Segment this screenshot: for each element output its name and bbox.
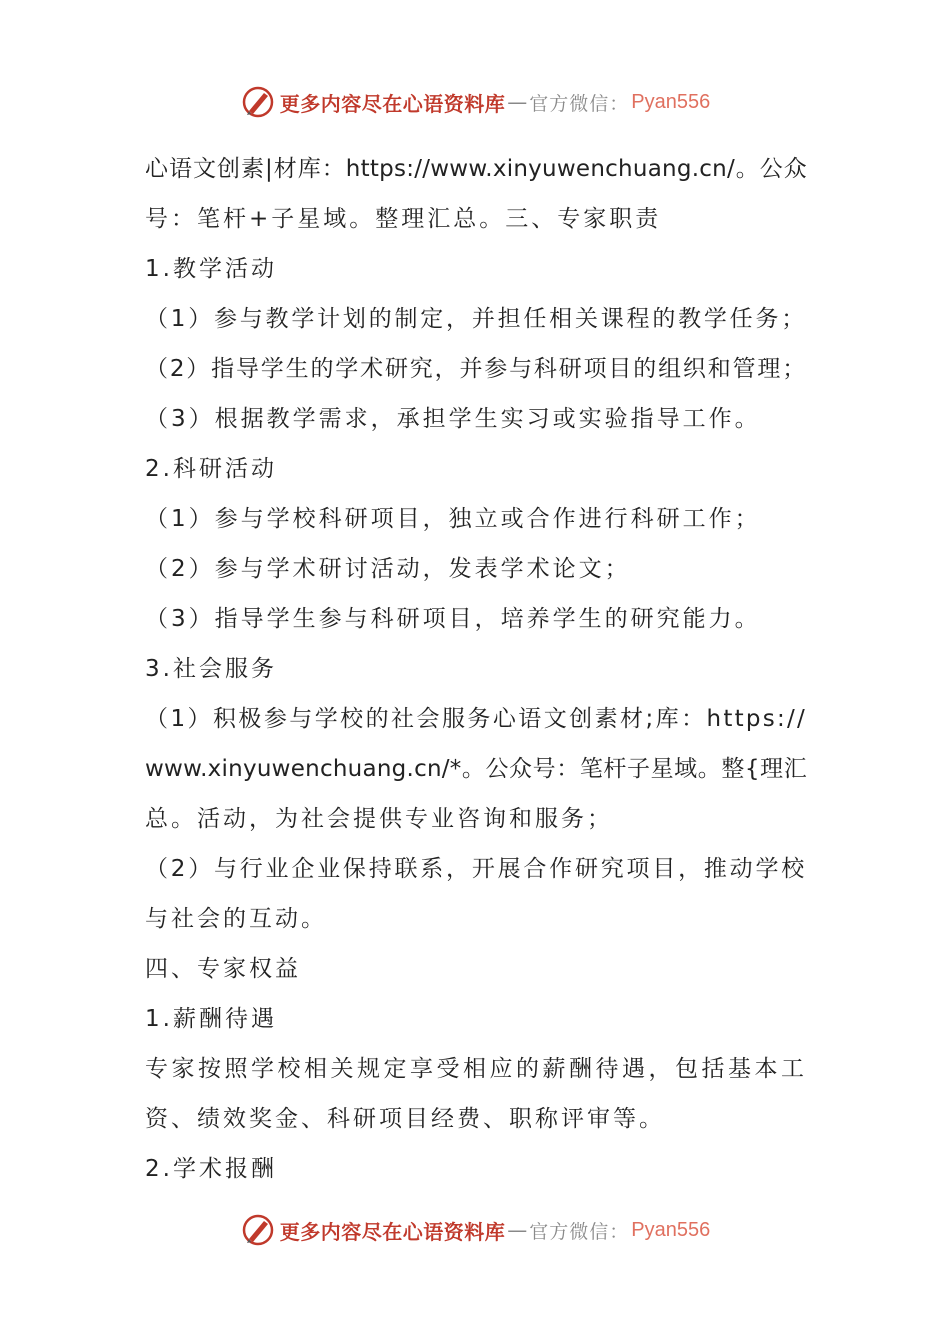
banner-wechat-id: Pyan556 (631, 90, 711, 113)
section-heading: 2.科研活动 (145, 456, 277, 482)
text-line: 与社会的互动。 (145, 906, 327, 932)
banner-dash: — (507, 90, 528, 114)
text-line: 号：笔杆+子星域。整理汇总。三、专家职责 (145, 206, 662, 232)
text-line: （2）指导学生的学术研究，并参与科研项目的组织和管理； (145, 356, 807, 382)
section-heading: 3.社会服务 (145, 656, 277, 682)
text-line: （1）积极参与学校的社会服务心语文创素材;库：https:// (145, 706, 807, 732)
banner-sub-text: 官方微信： (529, 1220, 630, 1243)
text-line: 资、绩效奖金、科研项目经费、职称评审等。 (145, 1106, 665, 1132)
section-heading: 2.学术报酬 (145, 1156, 277, 1182)
banner-wechat-id: Pyan556 (631, 1218, 711, 1241)
section-heading: 1.薪酬待遇 (145, 1006, 277, 1032)
banner-main-text: 更多内容尽在心语资料库 (279, 1219, 506, 1244)
text-line: 总。活动，为社会提供专业咨询和服务； (145, 806, 613, 832)
text-line: （1）参与学校科研项目，独立或合作进行科研工作； (145, 506, 761, 532)
pen-logo-icon (240, 1212, 276, 1248)
text-line: （1）参与教学计划的制定，并担任相关课程的教学任务； (145, 306, 807, 332)
text-line: （3）指导学生参与科研项目，培养学生的研究能力。 (145, 606, 761, 632)
chapter-heading: 四、专家权益 (145, 956, 301, 982)
document-body (145, 144, 807, 1194)
text-line: 专家按照学校相关规定享受相应的薪酬待遇，包括基本工 (145, 1056, 807, 1082)
banner-dash: — (507, 1218, 528, 1242)
banner-sub-text: 官方微信： (529, 92, 630, 115)
pen-logo-icon (240, 84, 276, 120)
header-banner (0, 82, 950, 122)
section-heading: 1.教学活动 (145, 256, 277, 282)
text-line: www.xinyuwenchuang.cn/*。公众号：笔杆子星域。整{理汇 (145, 756, 807, 782)
text-line: （2）与行业企业保持联系，开展合作研究项目，推动学校 (145, 856, 807, 882)
footer-banner (0, 1210, 950, 1250)
banner-main-text: 更多内容尽在心语资料库 (279, 91, 506, 116)
text-line: （3）根据教学需求，承担学生实习或实验指导工作。 (145, 406, 761, 432)
text-line: （2）参与学术研讨活动，发表学术论文； (145, 556, 631, 582)
text-line: 心语文创素|材库：https://www.xinyuwenchuang.cn/。公众 (145, 156, 807, 182)
